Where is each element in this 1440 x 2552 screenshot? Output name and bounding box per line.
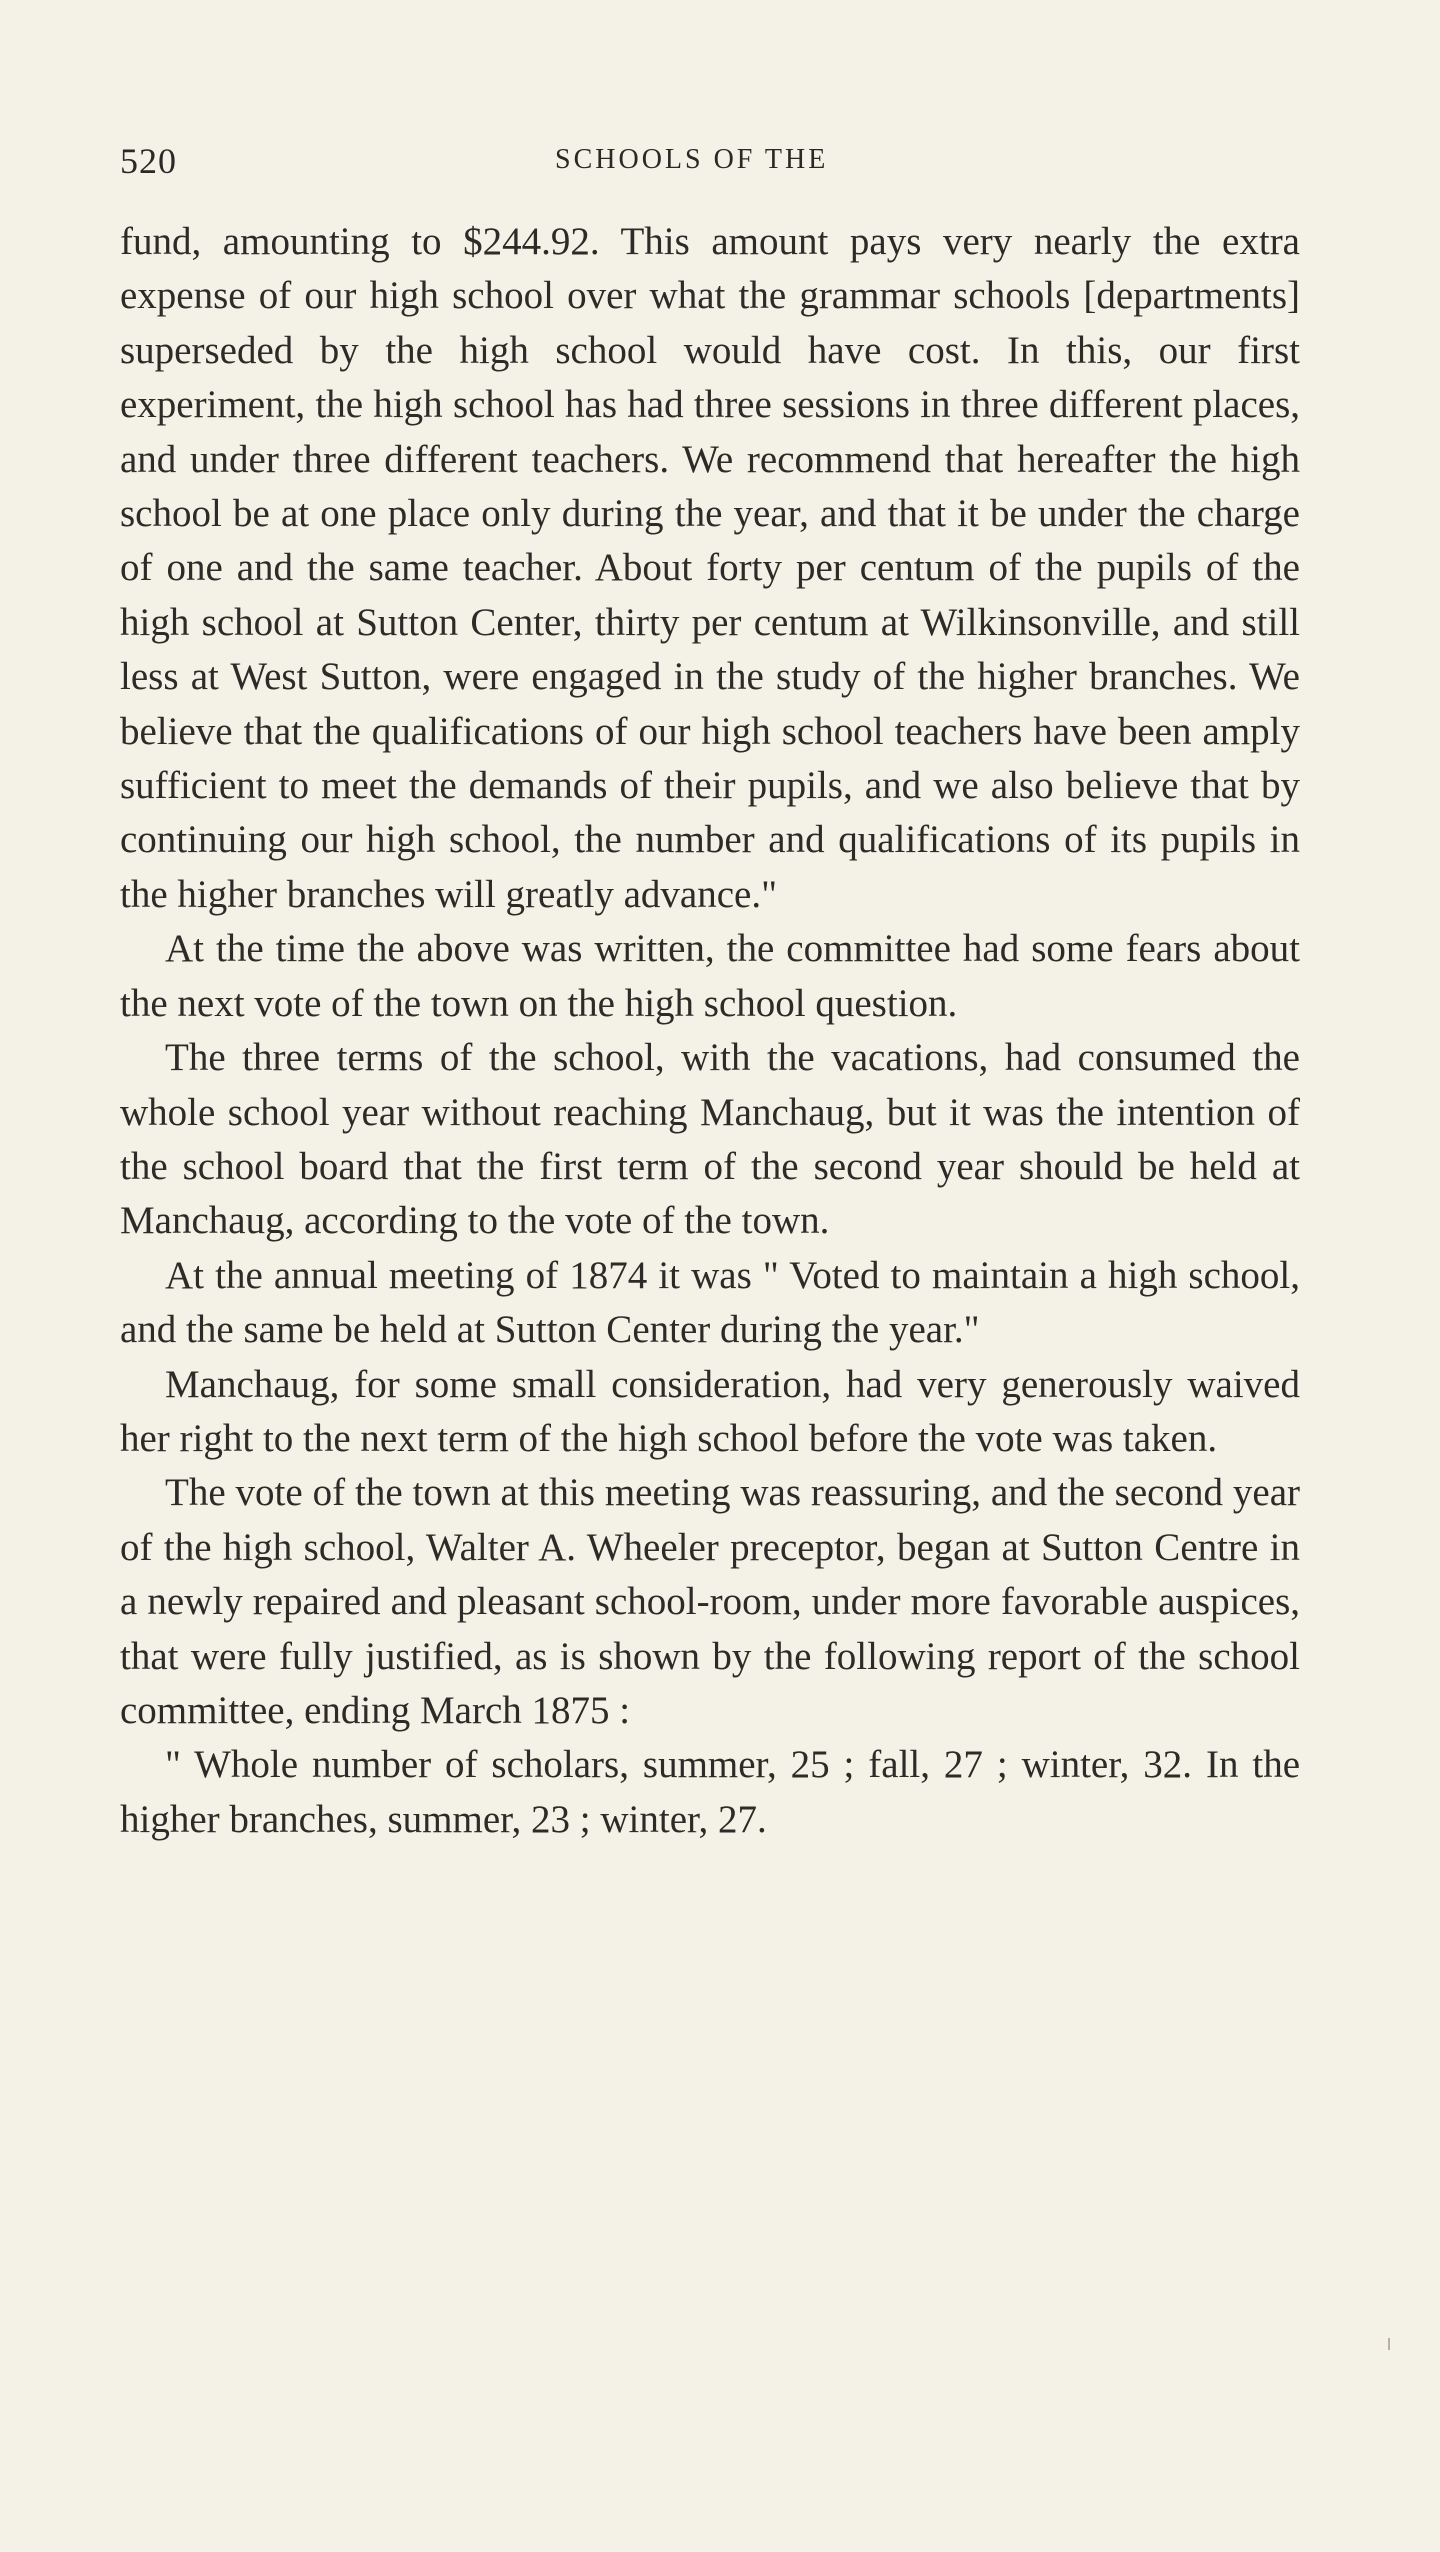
page-header: [120, 140, 1320, 200]
paragraph-fund-report: fund, amounting to $244.92. This amount pays very nearly the extra expense of our high school over what the grammar schools [departments] superseded by the high school would have cost. In this, our first experiment, the high school has had three sessions in three different places, and under three different teachers. We recommend that hereafter the high school be at one place only during the year, and that it be under the charge of one and the same teacher. About forty per centum of the pupils of the high school at Sutton Center, thirty per centum at Wilkinsonville, and still less at West Sutton, were engaged in the study of the higher branches. We believe that the qualifications of our high school teachers have been amply sufficient to meet the demands of their pupils, and we also believe that by continuing our high school, the number and qualifications of its pupils in the higher branches will greatly advance.": [120, 220, 1300, 916]
paragraph-manchaug: Manchaug, for some small consideration, had very generously waived her right to the next term of the high school before the vote was taken.: [120, 1362, 1300, 1460]
paragraph-three-terms: The three terms of the school, with the vacations, had consumed the whole school year without reaching Manchaug, but it was the intention of the school board that the first term of the second year should be held at Manchaug, according to the vote of the town.: [120, 1036, 1300, 1243]
running-head: SCHOOLS OF THE: [555, 144, 829, 175]
margin-mark: [1388, 2338, 1390, 2350]
paragraph-committee-fears: At the time the above was written, the committee had some fears about the next vote of the town on the high school question.: [120, 927, 1300, 1025]
paragraph-scholar-counts: " Whole number of scholars, summer, 25 ; fall, 27 ; winter, 32. In the higher branches, summer, 23 ; winter, 27.: [120, 1743, 1300, 1841]
body-text: [120, 215, 1300, 1847]
page-number: 520: [120, 141, 177, 181]
paragraph-annual-meeting: At the annual meeting of 1874 it was " Voted to maintain a high school, and the same be held at Sutton Center during the year.": [120, 1253, 1300, 1352]
paragraph-second-year: The vote of the town at this meeting was reassuring, and the second year of the high school, Walter A. Wheeler preceptor, began at Sutton Centre in a newly repaired and pleasant school-room, under more favorable auspices, that were fully justified, as is shown by the following report of the school committee, ending March 1875 :: [120, 1471, 1300, 1732]
